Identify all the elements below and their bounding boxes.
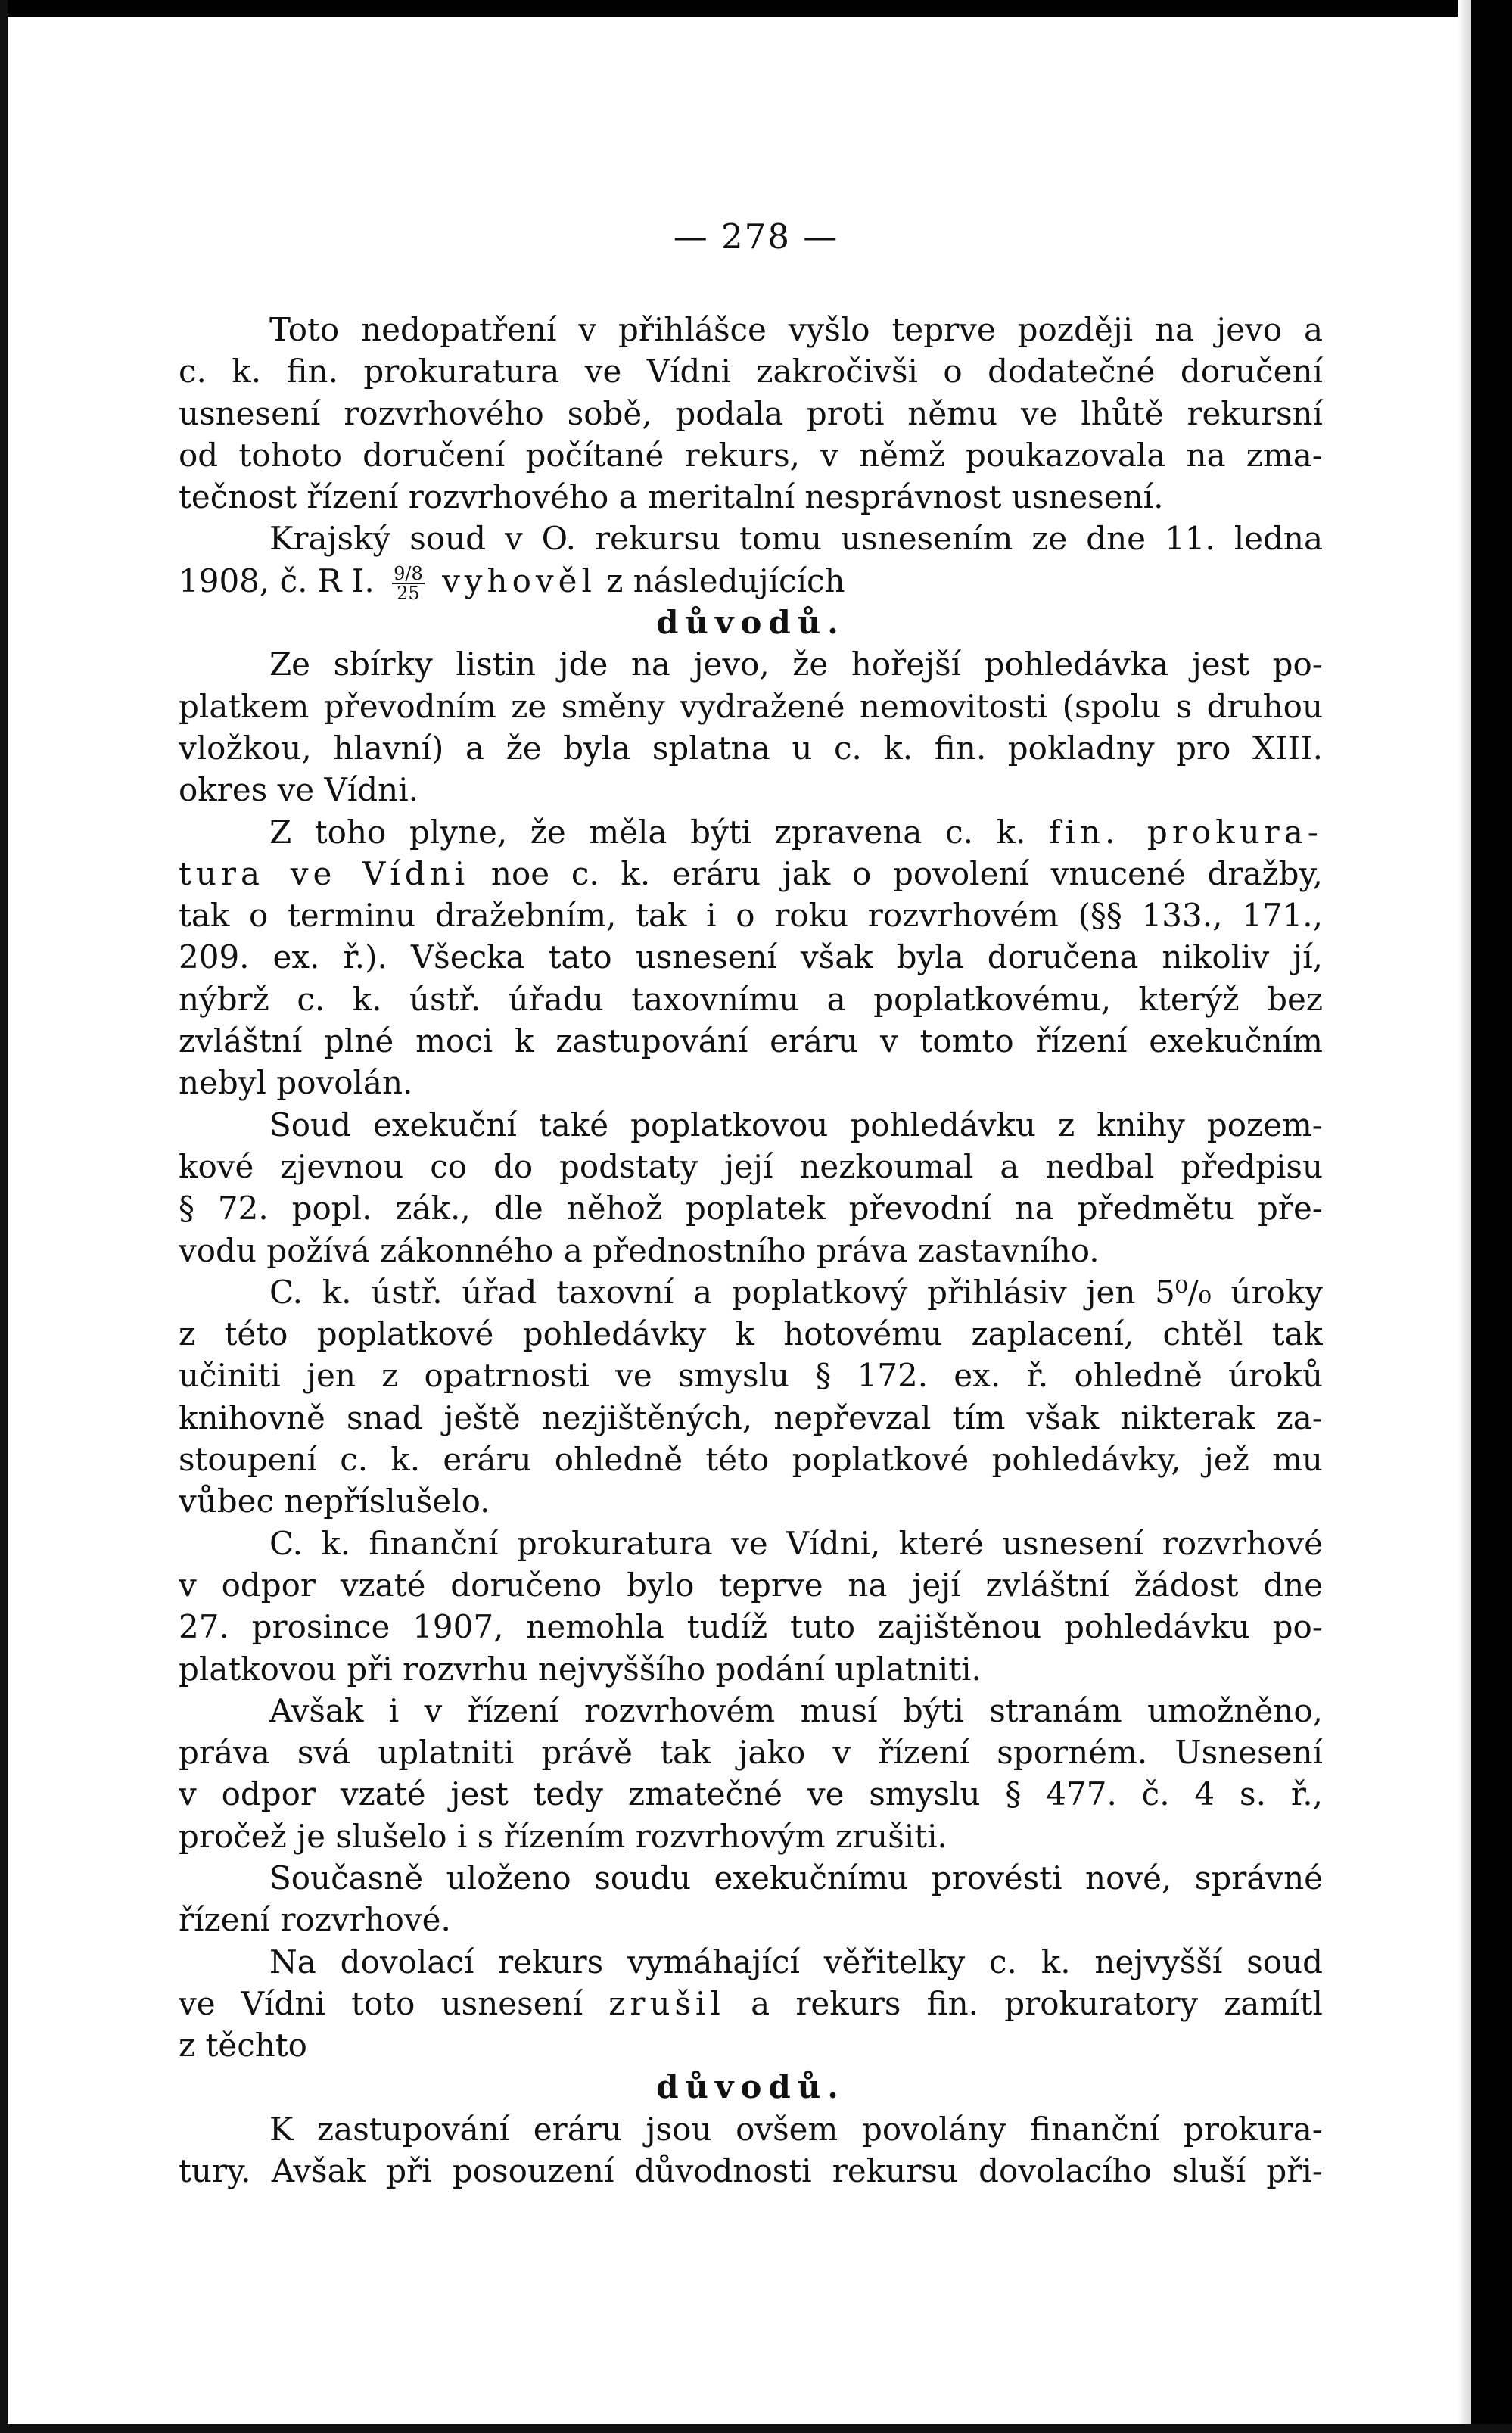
text-line: Avšak i v řízení rozvrhovém musí býti stranám umožněno, — [269, 1691, 1323, 1729]
scan-border-right — [1471, 0, 1512, 2433]
text-line: zvláštní plné moci k zastupování eráru v tomto řízení exekučním — [179, 1022, 1323, 1060]
text-line: řízení rozvrhové. — [179, 1901, 451, 1939]
page-body — [179, 309, 1323, 2192]
page-number: — 278 — — [673, 216, 839, 257]
text-line: 27. prosince 1907, nemohla tudíž tuto zajištěnou pohledávku po- — [179, 1608, 1323, 1646]
text-line: stoupení c. k. eráru ohledně této poplatkové pohledávky, jež mu — [179, 1441, 1323, 1479]
text-line: v odpor vzaté doručeno bylo teprve na její zvláštní žádost dne — [179, 1566, 1323, 1604]
page-edge-shadow — [1458, 0, 1471, 2433]
text-line — [179, 1983, 1323, 2024]
text-fragment: ve Vídni toto usnesení — [179, 1984, 583, 2022]
text-line: K zastupování eráru jsou ovšem povolány finanční prokura- — [269, 2110, 1323, 2148]
text-line: pročež je slušelo i s řízením rozvrhovým zrušiti. — [179, 1817, 947, 1855]
text-line — [179, 853, 1323, 894]
text-line: nebyl povolán. — [179, 1064, 413, 1102]
case-number-fraction — [392, 562, 425, 602]
text-line: knihovně snad ještě nezjištěných, nepřevzal tím však nikterak za- — [179, 1399, 1323, 1436]
text-line: učiniti jen z opatrnosti ve smyslu § 172. ex. ř. ohledně úroků — [179, 1357, 1323, 1395]
scan-border-top — [0, 0, 1512, 17]
text-line: platkem převodním ze směny vydražené nemovitosti (spolu s druhou — [179, 687, 1323, 725]
text-line: 209. ex. ř.). Všecka tato usnesení však byla doručena nikoliv jí, — [179, 938, 1323, 976]
fraction-denominator: 25 — [397, 582, 420, 602]
text-line-with-fraction — [179, 560, 1323, 602]
text-line: vložkou, hlavní) a že byla splatna u c. k. fin. pokladny pro XIII. — [179, 729, 1323, 767]
text-line: nýbrž c. k. ústř. úřadu taxovnímu a poplatkovému, kterýž bez — [179, 980, 1323, 1018]
text-fragment: a rekurs fin. prokuratory zamítl — [751, 1984, 1323, 2022]
text-line: tury. Avšak při posouzení důvodnosti rekursu dovolacího sluší při- — [179, 2152, 1323, 2190]
text-line: Současně uloženo soudu exekučnímu provésti nové, správné — [269, 1859, 1323, 1896]
text-fragment: noe c. k. eráru jak o povolení vnucené dražby, — [490, 854, 1323, 892]
text-line: tak o terminu dražebním, tak i o roku rozvrhovém (§§ 133., 171., — [179, 897, 1323, 935]
text-line: z těchto — [179, 2027, 307, 2064]
section-heading: důvodů. — [656, 2068, 845, 2106]
text-line: vodu požívá zákonného a přednostního práva zastavního. — [179, 1231, 1100, 1269]
text-line: Soud exekuční také poplatkovou pohledávku z knihy pozem- — [269, 1106, 1323, 1143]
section-heading: důvodů. — [656, 604, 845, 642]
text-line: Na dovolací rekurs vymáhající věřitelky c. k. nejvyšší soud — [269, 1943, 1323, 1980]
spaced-word: tura ve Vídni — [179, 854, 470, 892]
text-line: od tohoto doručení počítané rekurs, v němž poukazovala na zma- — [179, 436, 1323, 474]
spaced-word: zrušil — [608, 1984, 725, 2022]
spaced-word: vyhověl — [442, 562, 596, 599]
text-line: Krajský soud v O. rekursu tomu usnesením ze dne 11. ledna — [269, 520, 1323, 558]
text-line: Toto nedopatření v přihlášce vyšlo teprve později na jevo a — [269, 311, 1323, 348]
text-line — [179, 811, 1323, 853]
text-line: Ze sbírky listin jde na jevo, že hořejší pohledávka jest po- — [269, 646, 1323, 683]
text-line: § 72. popl. zák., dle něhož poplatek převodní na předmětu pře- — [179, 1190, 1323, 1227]
text-line: z této poplatkové pohledávky k hotovému zaplacení, chtěl tak — [179, 1315, 1323, 1353]
text-line: C. k. ústř. úřad taxovní a poplatkový přihlásiv jen 5⁰/₀ úroky — [269, 1273, 1323, 1311]
text-line: C. k. finanční prokuratura ve Vídni, které usnesení rozvrhové — [269, 1524, 1323, 1562]
case-reference: 1908, č. R I. — [179, 562, 375, 599]
scan-border-bottom — [0, 2424, 1512, 2433]
fraction-numerator: 9/8 — [394, 562, 423, 584]
text-line: platkovou při rozvrhu nejvyššího podání uplatniti. — [179, 1650, 982, 1688]
text-line: usnesení rozvrhového sobě, podala proti němu ve lhůtě rekursní — [179, 394, 1323, 432]
text-line: tečnost řízení rozvrhového a meritalní nesprávnost usnesení. — [179, 478, 1164, 516]
spaced-word: fin. prokura- — [1048, 813, 1323, 851]
text-line: vůbec nepříslušelo. — [179, 1483, 490, 1520]
text-line: kové zjevnou co do podstaty její nezkoumal a nedbal předpisu — [179, 1147, 1323, 1185]
text-fragment: Z toho plyne, že měla býti zpravena c. k. — [269, 813, 1026, 851]
text-line: práva svá uplatniti právě tak jako v řízení sporném. Usnesení — [179, 1734, 1323, 1772]
scan-border-left — [0, 0, 8, 2433]
text-line: v odpor vzaté jest tedy zmatečné ve smyslu § 477. č. 4 s. ř., — [179, 1775, 1323, 1813]
text-fragment: z následujících — [606, 562, 845, 599]
text-line: c. k. fin. prokuratura ve Vídni zakročivši o dodatečné doručení — [179, 353, 1323, 390]
text-line: okres ve Vídni. — [179, 771, 418, 809]
